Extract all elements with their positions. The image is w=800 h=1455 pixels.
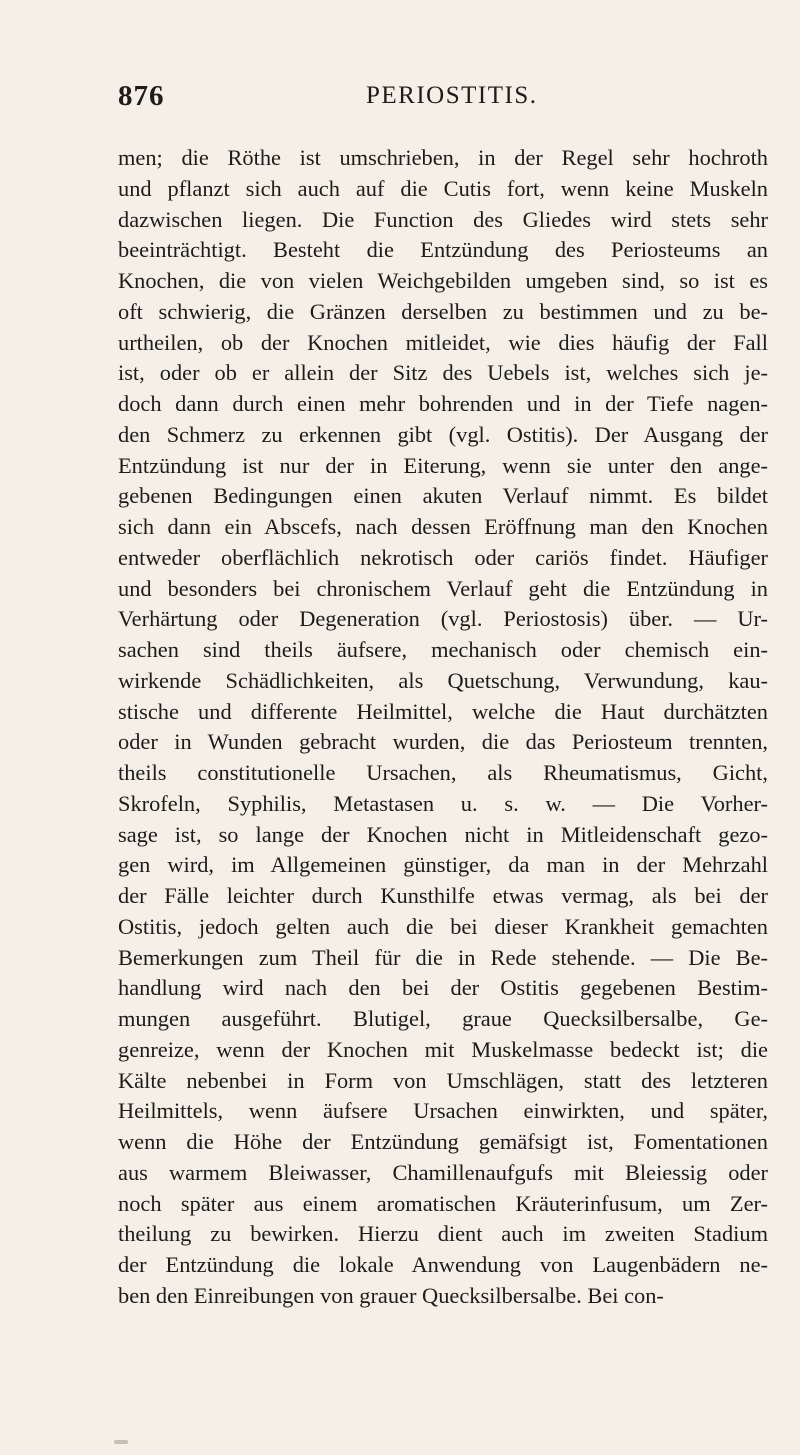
text-line: men; die Röthe ist umschrieben, in der Regel sehr hochroth	[118, 145, 768, 170]
text-line: theils constitutionelle Ursachen, als Rheumatismus, Gicht,	[118, 760, 768, 785]
text-line: stische und differente Heilmittel, welche die Haut durchätzten	[118, 698, 768, 724]
text-line: Entzündung ist nur der in Eiterung, wenn sie unter den ange-	[118, 452, 768, 478]
text-line: doch dann durch einen mehr bohrenden und in der Tiefe nagen-	[118, 391, 768, 416]
text-line: den Schmerz zu erkennen gibt (vgl. Ostitis). Der Ausgang der	[118, 421, 768, 447]
scan-smudge	[114, 1440, 128, 1444]
text-line: entweder oberflächlich nekrotisch oder cariös findet. Häufiger	[118, 544, 768, 570]
text-line: urtheilen, ob der Knochen mitleidet, wie dies häufig der Fall	[118, 329, 768, 355]
text-line: sich dann ein Abscefs, nach dessen Eröffnung man den Knochen	[118, 514, 768, 539]
text-line: ist, oder ob er allein der Sitz des Uebels ist, welches sich je-	[118, 360, 768, 386]
text-line: der Fälle leichter durch Kunsthilfe etwas vermag, als bei der	[118, 883, 768, 908]
text-line: gen wird, im Allgemeinen günstiger, da man in der Mehrzahl	[118, 852, 768, 878]
text-line: Bemerkungen zum Theil für die in Rede stehende. — Die Be-	[118, 944, 768, 970]
page-header	[118, 80, 718, 116]
text-line: oder in Wunden gebracht wurden, die das Periosteum trennten,	[118, 729, 768, 755]
text-line: dazwischen liegen. Die Function des Gliedes wird stets sehr	[118, 206, 768, 232]
text-line: handlung wird nach den bei der Ostitis gegebenen Bestim-	[118, 975, 768, 1001]
text-line: Ostitis, jedoch gelten auch die bei dieser Krankheit gemachten	[118, 913, 768, 939]
text-line: mungen ausgeführt. Blutigel, graue Quecksilbersalbe, Ge-	[118, 1006, 768, 1031]
text-line: sage ist, so lange der Knochen nicht in Mitleidenschaft gezo-	[118, 821, 768, 847]
text-line: gebenen Bedingungen einen akuten Verlauf nimmt. Es bildet	[118, 483, 768, 509]
text-line: wirkende Schädlichkeiten, als Quetschung, Verwundung, kau-	[118, 667, 768, 693]
text-line: Knochen, die von vielen Weichgebilden umgeben sind, so ist es	[118, 268, 768, 293]
text-line: sachen sind theils äufsere, mechanisch oder chemisch ein-	[118, 637, 768, 662]
text-line: Kälte nebenbei in Form von Umschlägen, statt des letzteren	[118, 1067, 768, 1093]
page-number: 876	[118, 80, 165, 112]
running-title: PERIOSTITIS.	[366, 82, 538, 109]
text-line: beeinträchtigt. Besteht die Entzündung des Periosteums an	[118, 237, 768, 263]
text-line: noch später aus einem aromatischen Kräuterinfusum, um Zer-	[118, 1190, 768, 1216]
text-line: Heilmittels, wenn äufsere Ursachen einwirkten, und später,	[118, 1098, 768, 1124]
text-line: Verhärtung oder Degeneration (vgl. Periostosis) über. — Ur-	[118, 606, 768, 632]
text-line: theilung zu bewirken. Hierzu dient auch im zweiten Stadium	[118, 1221, 768, 1247]
text-line: der Entzündung die lokale Anwendung von Laugenbädern ne-	[118, 1252, 768, 1277]
text-line: oft schwierig, die Gränzen derselben zu bestimmen und zu be-	[118, 298, 768, 324]
text-line: wenn die Höhe der Entzündung gemäfsigt ist, Fomentationen	[118, 1129, 768, 1154]
text-line: genreize, wenn der Knochen mit Muskelmasse bedeckt ist; die	[118, 1036, 768, 1062]
text-line: und besonders bei chronischem Verlauf geht die Entzündung in	[118, 575, 768, 601]
text-line: und pflanzt sich auch auf die Cutis fort, wenn keine Muskeln	[118, 175, 768, 201]
body-text	[118, 143, 768, 1312]
text-line: ben den Einreibungen von grauer Quecksilbersalbe. Bei con-	[118, 1282, 664, 1308]
text-line: aus warmem Bleiwasser, Chamillenaufgufs mit Bleiessig oder	[118, 1159, 768, 1185]
text-line: Skrofeln, Syphilis, Metastasen u. s. w. — Die Vorher-	[118, 790, 768, 816]
